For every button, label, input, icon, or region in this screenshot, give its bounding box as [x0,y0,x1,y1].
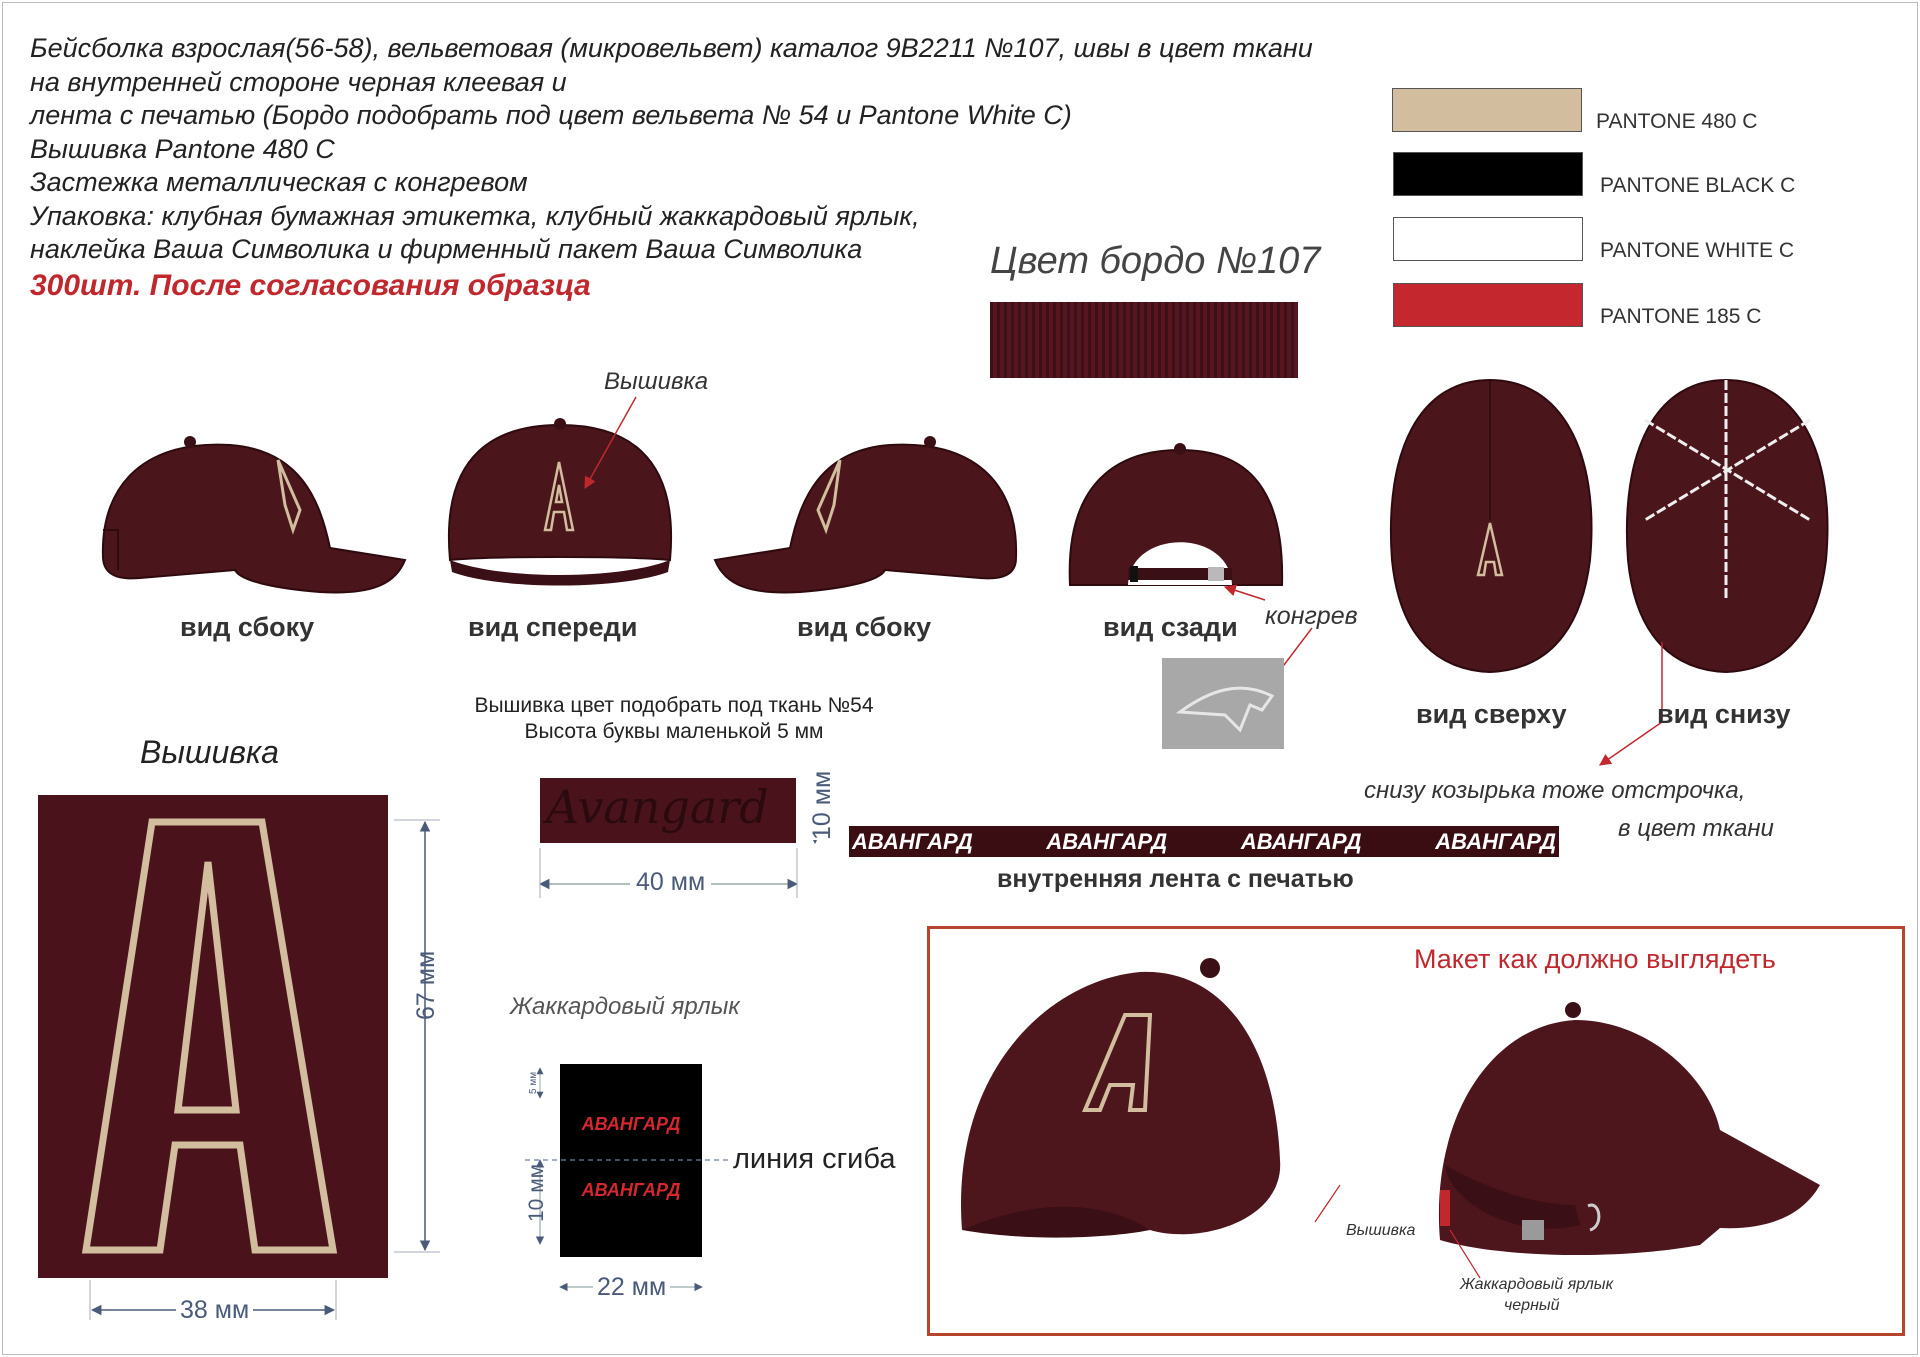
quantity-note: 300шт. После согласования образца [30,268,591,302]
cap-side-left [103,436,405,593]
patch-width-label: 40 мм [630,868,711,897]
tape-text-row [852,829,1556,855]
visor-note-line-2: в цвет ткани [1618,815,1774,842]
jacquard-width-label: 22 мм [593,1273,670,1302]
patch-script-text: Avangard [546,780,769,834]
spec-line: наклейка Ваша Символика и фирменный пакет Ваша Символика [30,234,863,264]
spec-line: Вышивка Pantone 480 C [30,133,335,164]
jacquard-word-top: АВАНГАРД [581,1114,681,1134]
embroidery-height-label: 67 мм [412,950,440,1020]
patch-note-2: Высота буквы маленькой 5 мм [524,720,824,743]
jacquard-title: Жаккардовый ярлык [510,993,740,1020]
tape-caption: внутренняя лента с печатью [997,865,1354,893]
view-side-left-label: вид сбоку [180,612,315,642]
tape-word: АВАНГАРД [1046,829,1168,854]
tape-word: АВАНГАРД [852,829,973,854]
tape-word: АВАНГАРД [1435,829,1556,854]
spec-line: Застежка металлическая с конгревом [30,167,528,197]
swatch-label: PANTONE 185 C [1600,305,1762,328]
spec-line: Бейсболка взрослая(56-58), вельветовая (микровельвет) каталог 9B2211 №107, швы в цвет ткани [30,33,1313,63]
patch-height-label: 10 мм [808,770,836,840]
embroidery-detail-title: Вышивка [140,734,279,770]
view-front-label: вид спереди [468,612,638,642]
jacquard-height-label: 10 мм [525,1163,548,1222]
embroidery-callout: Вышивка [604,368,709,395]
cap-top [1391,380,1592,672]
mockup-jacquard-label-2: черный [1504,1297,1560,1314]
mockup-jacquard-label-1: Жаккардовый ярлык [1460,1276,1614,1293]
fabric-title: Цвет бордо №107 [990,240,1321,282]
jacquard-small-dim: 5 мм [528,1071,539,1094]
tape-word: АВАНГАРД [1240,829,1362,854]
spec-line: лента с печатью (Бордо подобрать под цвет вельвета № 54 и Pantone White C) [30,100,1072,130]
fold-line-label: линия сгиба [733,1143,896,1175]
cap-side-right [715,436,1016,593]
view-bottom-label: вид снизу [1657,699,1791,729]
mockup-frame [927,926,1905,1336]
patch-note-1: Вышивка цвет подобрать под ткань №54 [474,694,874,717]
mockup-title: Макет как должно выглядеть [1414,944,1776,974]
visor-note-line-1: снизу козырька тоже отстрочка, [1364,777,1746,804]
swatch-label: PANTONE WHITE C [1600,239,1795,262]
cap-bottom [1627,380,1828,672]
view-top-label: вид сверху [1416,699,1567,729]
emboss-callout: конгрев [1265,602,1358,630]
cap-front [449,418,671,586]
swatch-label: PANTONE BLACK C [1600,174,1796,197]
view-back-label: вид сзади [1103,612,1238,642]
view-side-right-label: вид сбоку [797,612,932,642]
swatch-label: PANTONE 480 C [1596,110,1758,133]
spec-line: Упаковка: клубная бумажная этикетка, клубный жаккардовый ярлык, [30,200,920,231]
spec-line: на внутренней стороне черная клеевая и [30,66,567,97]
cap-back [1070,443,1282,585]
embroidery-width-label: 38 мм [176,1296,253,1325]
mockup-embroidery-label: Вышивка [1346,1222,1416,1239]
jacquard-word-bottom: АВАНГАРД [581,1180,681,1200]
